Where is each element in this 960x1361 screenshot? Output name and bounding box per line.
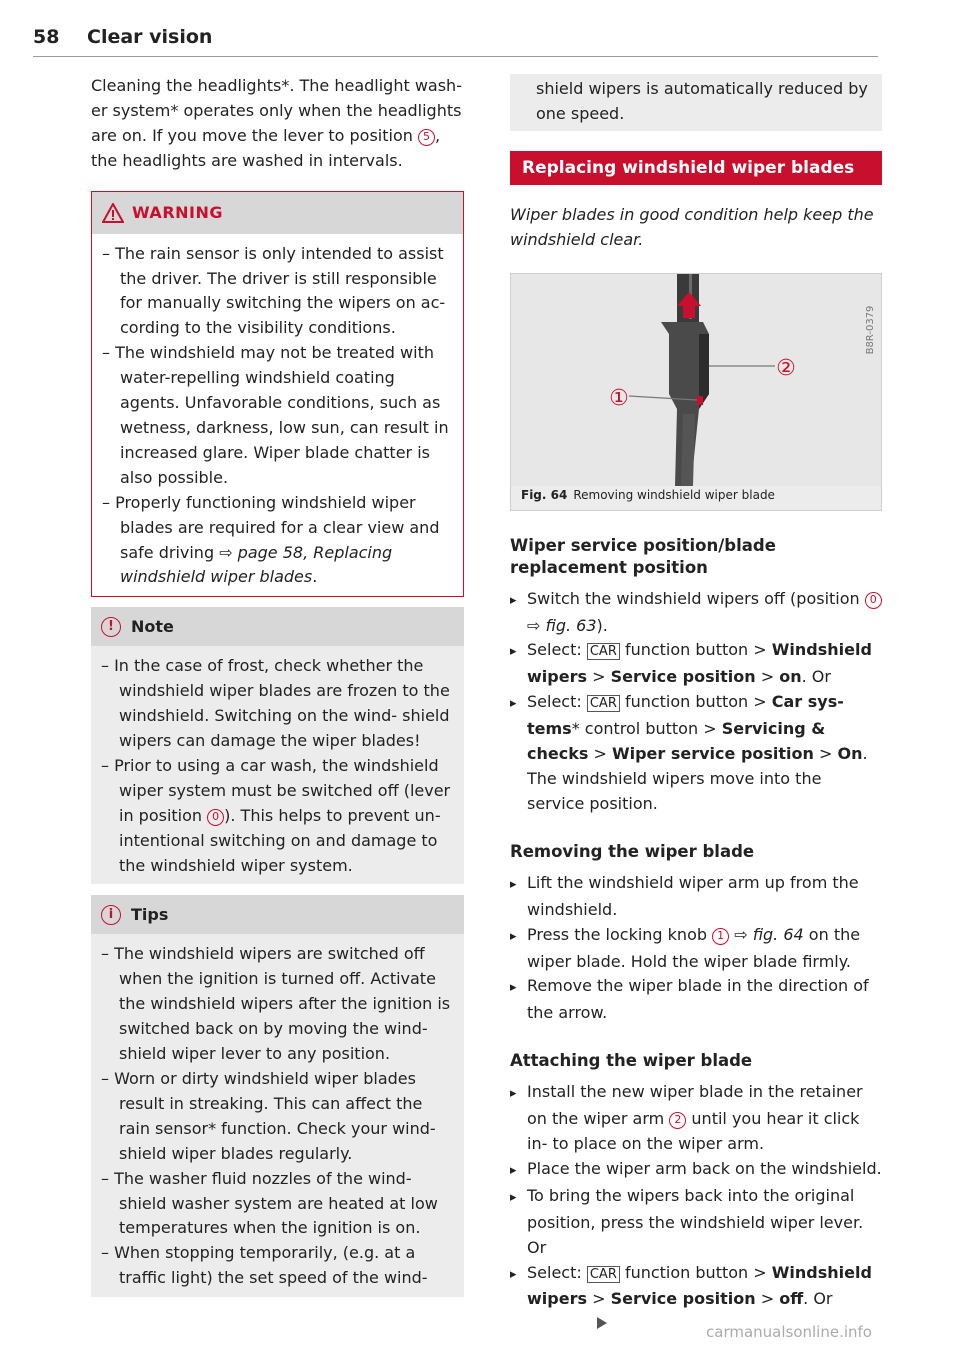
heading-service-position: Wiper service position/blade replacement position [510,535,776,577]
list-item: ▸ Place the wiper arm back on the windshield. [510,1157,882,1184]
list-item: ▸ Select: CAR function button > Windshield wipers > Service position > off. Or [510,1261,882,1338]
list-item: ▸ Press the locking knob 1 ⇨ fig. 64 on the wiper blade. Hold the wiper blade firmly. [510,923,882,975]
left-column [91,74,464,1297]
watermark: carmanualsonline.info [706,1323,872,1341]
list-item: – When stopping temporarily, (e.g. at a traffic light) the set speed of the wind- [101,1243,428,1288]
intro-paragraph: Cleaning the headlights*. The headlight wash- er system* operates only when the headlights are on. If you move the lever to position 5 , the headlights are washed in intervals. [91,76,462,170]
tips-box [91,895,464,1297]
list-item: – The windshield may not be treated with water-repelling windshield coating agents. Unfavorable conditions, such as wetness, darkness, low sun, can result in increased glare. Wiper blade chatter is also possible. [102,343,449,487]
wiper-blade-illustration [511,274,881,486]
list-item: ▸ Select: CAR function button > Car sys- tems* control button > Servicing & checks > Wiper service position > On. The windshield wipers move into the service position. [510,690,882,817]
section-title: Clear vision [87,26,213,48]
tips-continued: shield wipers is automatically reduced by one speed. [510,74,882,131]
cross-reference-link[interactable]: ⇨ fig. 63 [527,615,597,635]
callout-1: ① [609,385,629,411]
list-item: – The rain sensor is only intended to assist the driver. The driver is still responsible for manually switching the wipers on ac- cording to the visibility conditions. [102,243,446,338]
tips-title: Tips [131,905,169,925]
list-item: ▸ Remove the wiper blade in the direction of the arrow. [510,974,882,1026]
list-item: – In the case of frost, check whether the windshield wiper blades are frozen to the windshield. Switching on the wind- shield wipers can damage the wiper blades! [101,656,450,751]
list-item: – Worn or dirty windshield wiper blades result in streaking. This can affect the rain sensor* function. Check your wind- shield wiper blades regularly. [101,1069,436,1163]
list-item: ▸ Install the new wiper blade in the retainer on the wiper arm 2 until you hear it click in- to place on the wiper arm. [510,1080,882,1157]
list-item: – The windshield wipers are switched off when the ignition is turned off. Activate the windshield wipers after the ignition is switched back on by moving the wind- shield wiper lever to any position. [101,944,451,1064]
warning-triangle-icon [102,203,124,223]
list-item: – Properly functioning windshield wiper blades are required for a clear view and safe driving ⇨ page 58, Replacing windshield wiper blades. [102,492,440,587]
figure-code: B8R-0379 [865,305,876,355]
list-item: – The washer fluid nozzles of the wind- shield washer system are heated at low temperatures when the ignition is on. [101,1168,438,1238]
warning-box [91,191,464,598]
continued-arrow-icon [597,1317,607,1329]
right-column [510,74,882,1337]
heading-attaching: Attaching the wiper blade [510,1051,753,1071]
note-title: Note [131,617,174,637]
callout-2: ② [776,355,796,381]
note-icon: ! [101,617,121,637]
page-header [33,24,878,57]
warning-title: WARNING [132,203,223,223]
info-icon: i [101,905,121,925]
list-item: – Prior to using a car wash, the windshield wiper system must be switched off (lever in position 0 ). This helps to prevent un- intentional switching on and damage to the windshield wiper system. [101,755,451,875]
list-item: ▸ Select: CAR function button > Windshield wipers > Service position > on. Or [510,638,882,690]
section-banner: Replacing windshield wiper blades [510,151,882,185]
position-number: 5 [418,129,435,146]
list-item: ▸ Switch the windshield wipers off (position 0 ⇨ fig. 63). [510,587,882,639]
note-box [91,607,464,884]
page-number: 58 [33,26,60,48]
removing-steps [510,871,882,1026]
heading-removing: Removing the wiper blade [510,841,755,861]
cross-reference-link[interactable]: ⇨ fig. 64 [729,924,804,944]
list-item: ▸ To bring the wipers back into the original position, press the windshield wiper lever. Or [510,1184,882,1261]
service-steps [510,587,882,817]
figure-caption: Fig. 64 Removing windshield wiper blade [511,486,881,510]
subtitle: Wiper blades in good condition help keep the windshield clear. [510,204,874,249]
list-item: ▸ Lift the windshield wiper arm up from the windshield. [510,871,882,923]
cross-reference-link[interactable]: ⇨ page 58, Replacing windshield wiper blades [120,542,393,587]
position-number: 0 [207,809,224,826]
figure-64 [510,273,882,511]
attaching-steps [510,1080,882,1337]
